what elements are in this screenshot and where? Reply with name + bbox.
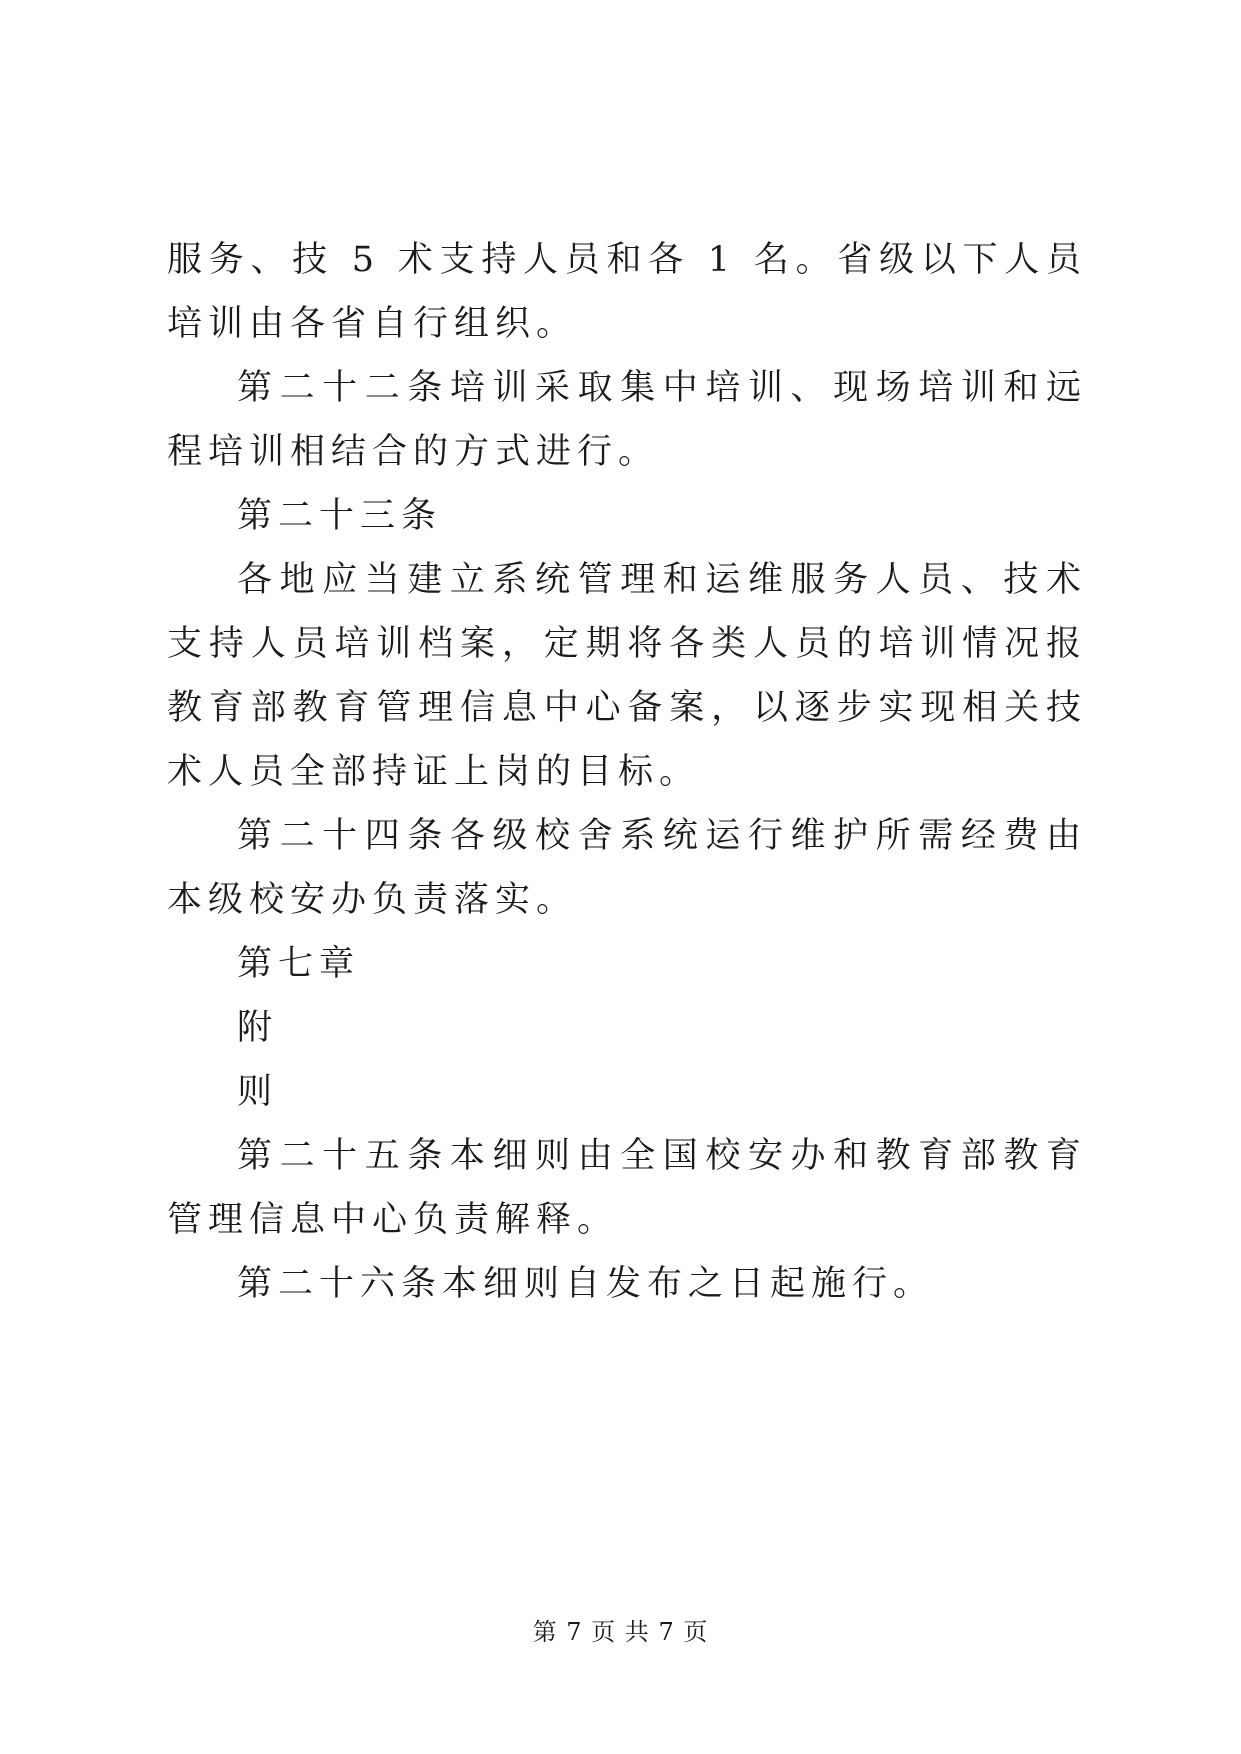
page-number-footer: 第 7 页 共 7 页 [532,1618,709,1646]
document-body [167,228,1087,1316]
paragraph-article-22: 第二十二条培训采取集中培训、现场培训和远程培训相结合的方式进行。 [167,368,1087,472]
paragraph-article-25: 第二十五条本细则由全国校安办和教育部教育管理信息中心负责解释。 [167,1136,1087,1240]
chapter-title-part-1: 附 [237,1008,279,1048]
paragraph-continuation: 服务、技 5 术支持人员和各 1 名。省级以下人员培训由各省自行组织。 [167,240,1087,344]
chapter-title-part-2: 则 [237,1072,279,1112]
paragraph-article-23-heading: 第二十三条 [237,496,443,536]
paragraph-article-23-body: 各地应当建立系统管理和运维服务人员、技术支持人员培训档案，定期将各类人员的培训情况报教育部教育管理信息中心备案，以逐步实现相关技术人员全部持证上岗的目标。 [167,560,1087,792]
paragraph-article-24: 第二十四条各级校舍系统运行维护所需经费由本级校安办负责落实。 [167,816,1087,920]
chapter-heading: 第七章 [237,944,361,984]
paragraph-article-26: 第二十六条本细则自发布之日起施行。 [237,1264,935,1304]
